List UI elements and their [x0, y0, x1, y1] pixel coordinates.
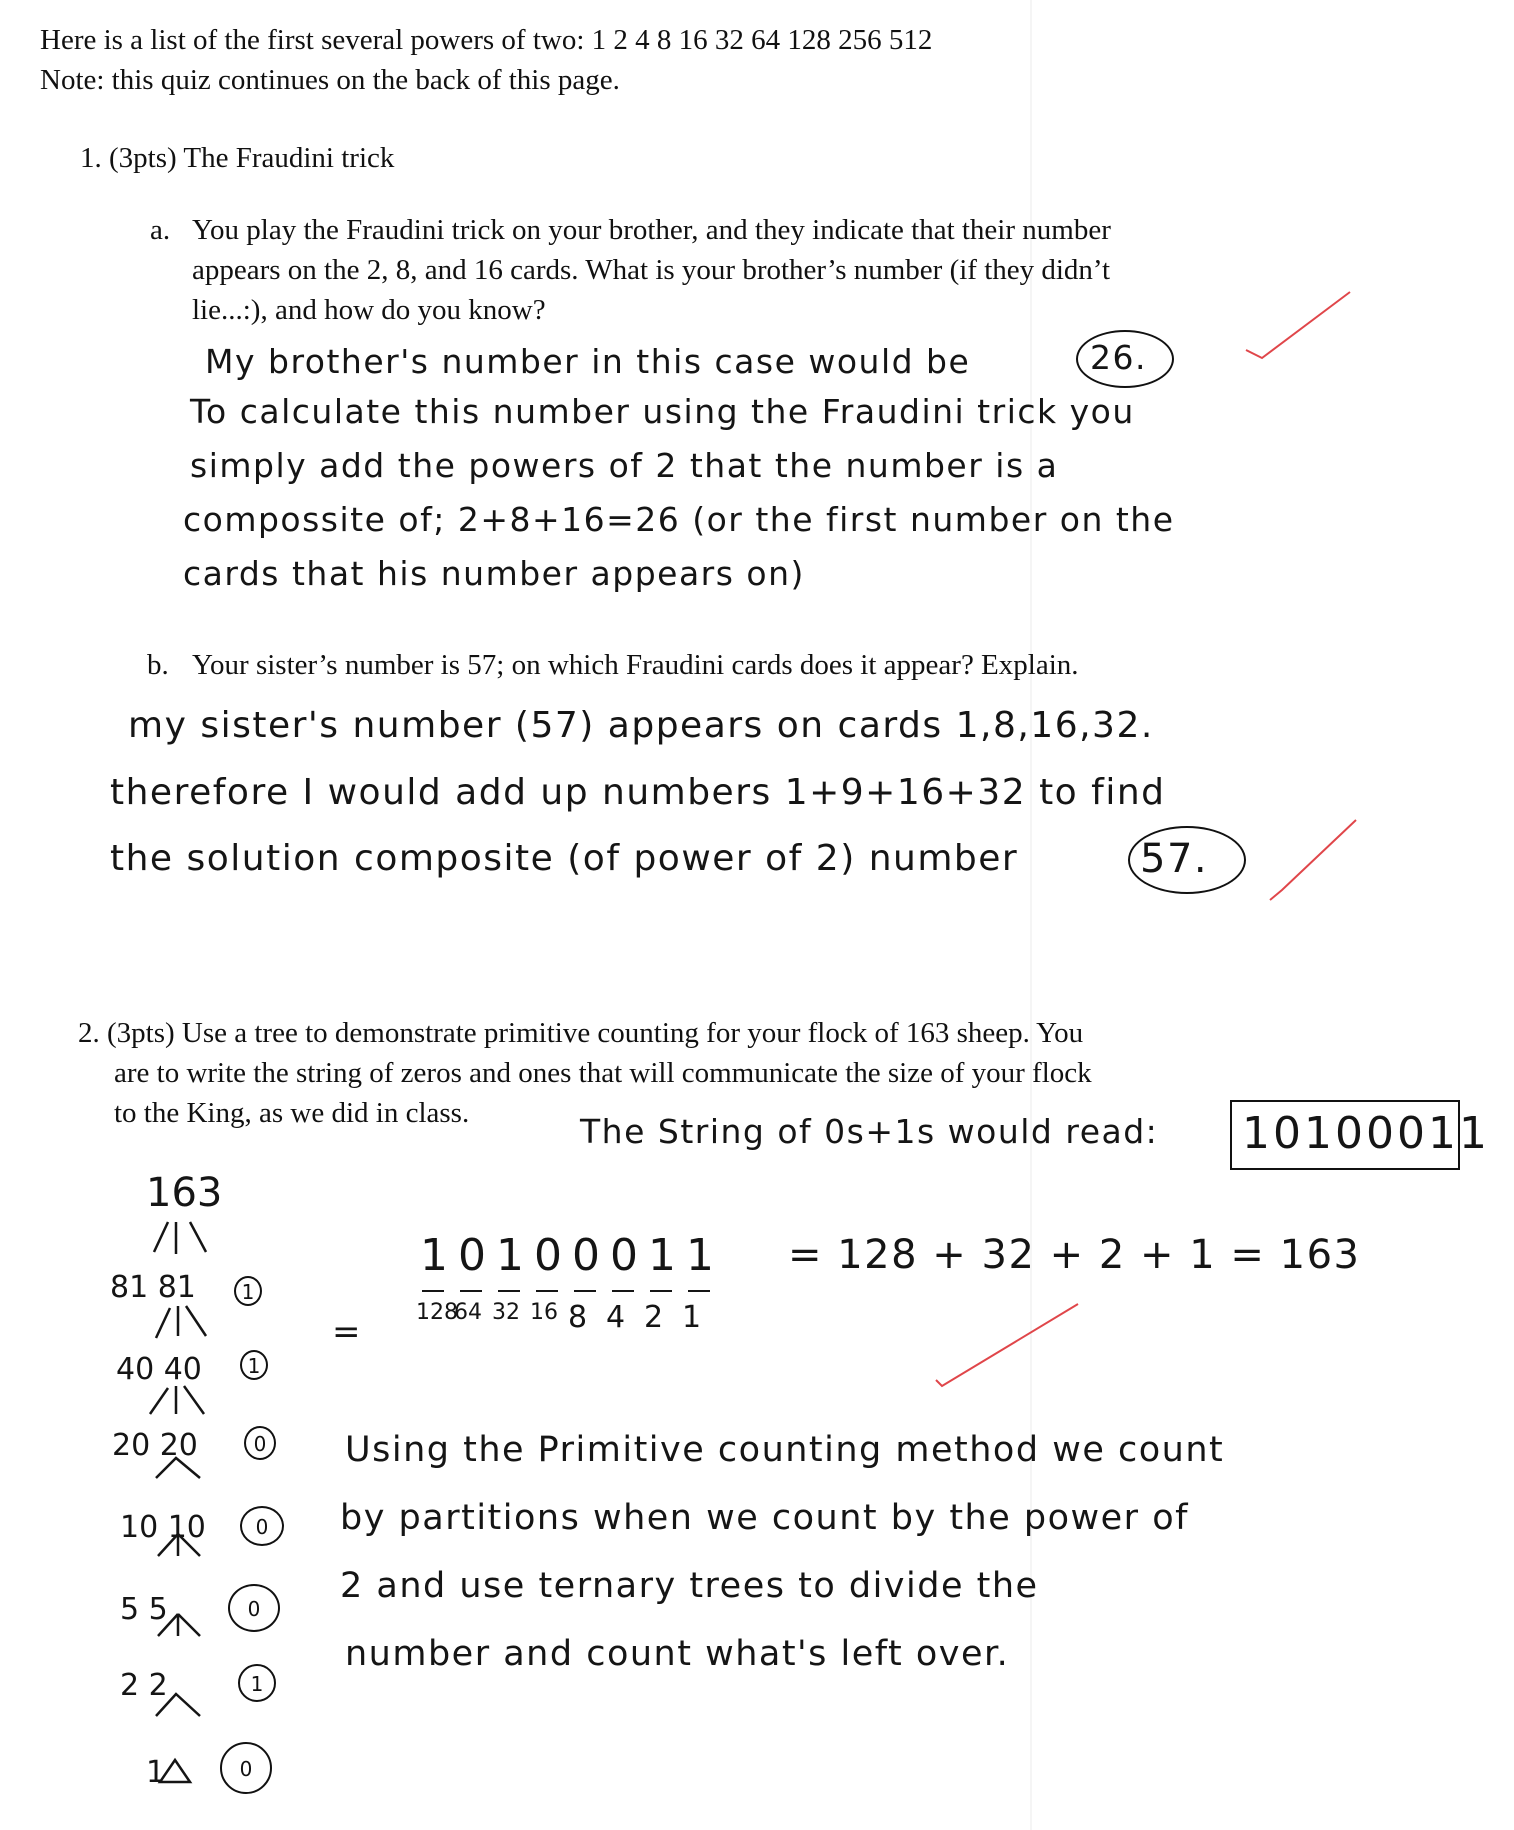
place-value: 1	[682, 1300, 702, 1335]
binary-digit: 1	[420, 1230, 451, 1281]
tree-row-3-pair: 20 20	[112, 1428, 198, 1463]
tree-row-1-rem-text: 1	[241, 1280, 255, 1304]
place-value: 32	[492, 1300, 520, 1325]
q1a-answer-line-1: My brother's number in this case would be	[205, 342, 971, 381]
binary-digit: 1	[686, 1230, 717, 1281]
tree-row-5-rem-text: 0	[247, 1597, 261, 1621]
place-value: 8	[568, 1300, 588, 1335]
check-mark-q1a	[1246, 292, 1350, 358]
tree-row-3-rem-text: 0	[253, 1432, 267, 1456]
q1a-line-3: lie...:), and how do you know?	[192, 294, 546, 326]
place-value: 64	[454, 1300, 482, 1325]
tree-row-2-rem-text: 1	[247, 1354, 261, 1378]
tree-branch	[156, 1458, 200, 1478]
q1a-answer-line-3: simply add the powers of 2 that the number is a	[190, 446, 1059, 485]
tree-row-6-pair: 2 2	[120, 1668, 168, 1703]
q1b-answer-line-1: my sister's number (57) appears on cards 1,8,16,32.	[128, 705, 1154, 746]
quiz-note: Note: this quiz continues on the back of this page.	[40, 64, 620, 96]
tree-branch-triangle	[160, 1760, 190, 1782]
q2-line-3: to the King, as we did in class.	[114, 1097, 470, 1129]
q2-line-2: are to write the string of zeros and ones that will communicate the size of your flock	[114, 1057, 1092, 1089]
q1a-line-1: You play the Fraudini trick on your brother, and they indicate that their number	[192, 214, 1111, 246]
q1a-answer-circled: 26.	[1090, 338, 1147, 377]
q1b-answer-circled: 57.	[1140, 836, 1209, 882]
q2-explanation-line-2: by partitions when we count by the power of	[340, 1498, 1189, 1538]
q2-explanation-line-4: number and count what's left over.	[345, 1634, 1010, 1674]
q1a-answer-line-2: To calculate this number using the Fraudini trick you	[190, 392, 1135, 431]
binary-digit: 1	[496, 1230, 527, 1281]
tree-branch	[158, 1614, 200, 1636]
q2-string-boxed: 10100011	[1242, 1108, 1490, 1159]
grader-check-marks	[936, 292, 1356, 1386]
powers-list: 1 2 4 8 16 32 64 128 256 512	[591, 24, 933, 56]
tree-branches	[150, 1222, 206, 1782]
q1-title: 1. (3pts) The Fraudini trick	[80, 142, 395, 174]
place-value: 2	[644, 1300, 664, 1335]
tree-branch	[156, 1306, 206, 1338]
tree-branch	[158, 1534, 200, 1556]
check-mark-q1b	[1270, 820, 1356, 900]
tree-root: 163	[146, 1170, 223, 1216]
powers-intro-text: Here is a list of the first several powers of two:	[40, 24, 585, 56]
tree-row-4-pair: 10 10	[120, 1510, 206, 1545]
q2-line-1: 2. (3pts) Use a tree to demonstrate primitive counting for your flock of 163 sheep. You	[78, 1017, 1084, 1049]
q1b-label: b.	[147, 649, 169, 681]
binary-digit: 0	[610, 1230, 641, 1281]
q1b-answer-line-3: the solution composite (of power of 2) number	[110, 838, 1019, 879]
place-value: 128	[416, 1300, 458, 1325]
q2-string-answer: The String of 0s+1s would read:	[580, 1112, 1159, 1151]
q1b-question: Your sister’s number is 57; on which Fraudini cards does it appear? Explain.	[192, 649, 1079, 681]
tree-row-5-pair: 5 5	[120, 1592, 168, 1627]
place-values-equals: =	[332, 1312, 361, 1352]
q1b-answer-line-2: therefore I would add up numbers 1+9+16+32 to find	[110, 772, 1166, 813]
q1a-label: a.	[150, 214, 171, 246]
binary-digit: 0	[534, 1230, 565, 1281]
tree-row-7-rem-text: 0	[239, 1757, 253, 1781]
q1a-answer-line-5: cards that his number appears on)	[183, 554, 805, 593]
tree-branch	[150, 1386, 204, 1414]
tree-row-6-rem-text: 1	[250, 1672, 264, 1696]
check-mark-q2	[936, 1304, 1078, 1386]
tree-row-2-pair: 40 40	[116, 1352, 202, 1387]
binary-digit: 0	[572, 1230, 603, 1281]
place-value: 4	[606, 1300, 626, 1335]
q2-explanation-line-3: 2 and use ternary trees to divide the	[340, 1566, 1039, 1606]
q1a-answer-line-4: compossite of; 2+8+16=26 (or the first number on the	[183, 500, 1175, 539]
tree-row-7-pair: 1	[146, 1755, 166, 1790]
q2-explanation-line-1: Using the Primitive counting method we count	[345, 1430, 1225, 1470]
tree-row-1-pair: 81 81	[110, 1270, 196, 1305]
binary-sum-expression: = 128 + 32 + 2 + 1 = 163	[788, 1232, 1361, 1278]
place-value: 16	[530, 1300, 558, 1325]
binary-digit: 0	[458, 1230, 489, 1281]
binary-digit: 1	[648, 1230, 679, 1281]
tree-branch	[154, 1222, 206, 1254]
tree-row-4-rem-text: 0	[255, 1515, 269, 1539]
q1a-line-2: appears on the 2, 8, and 16 cards. What is your brother’s number (if they didn’t	[192, 254, 1111, 286]
tree-branch	[156, 1694, 200, 1716]
